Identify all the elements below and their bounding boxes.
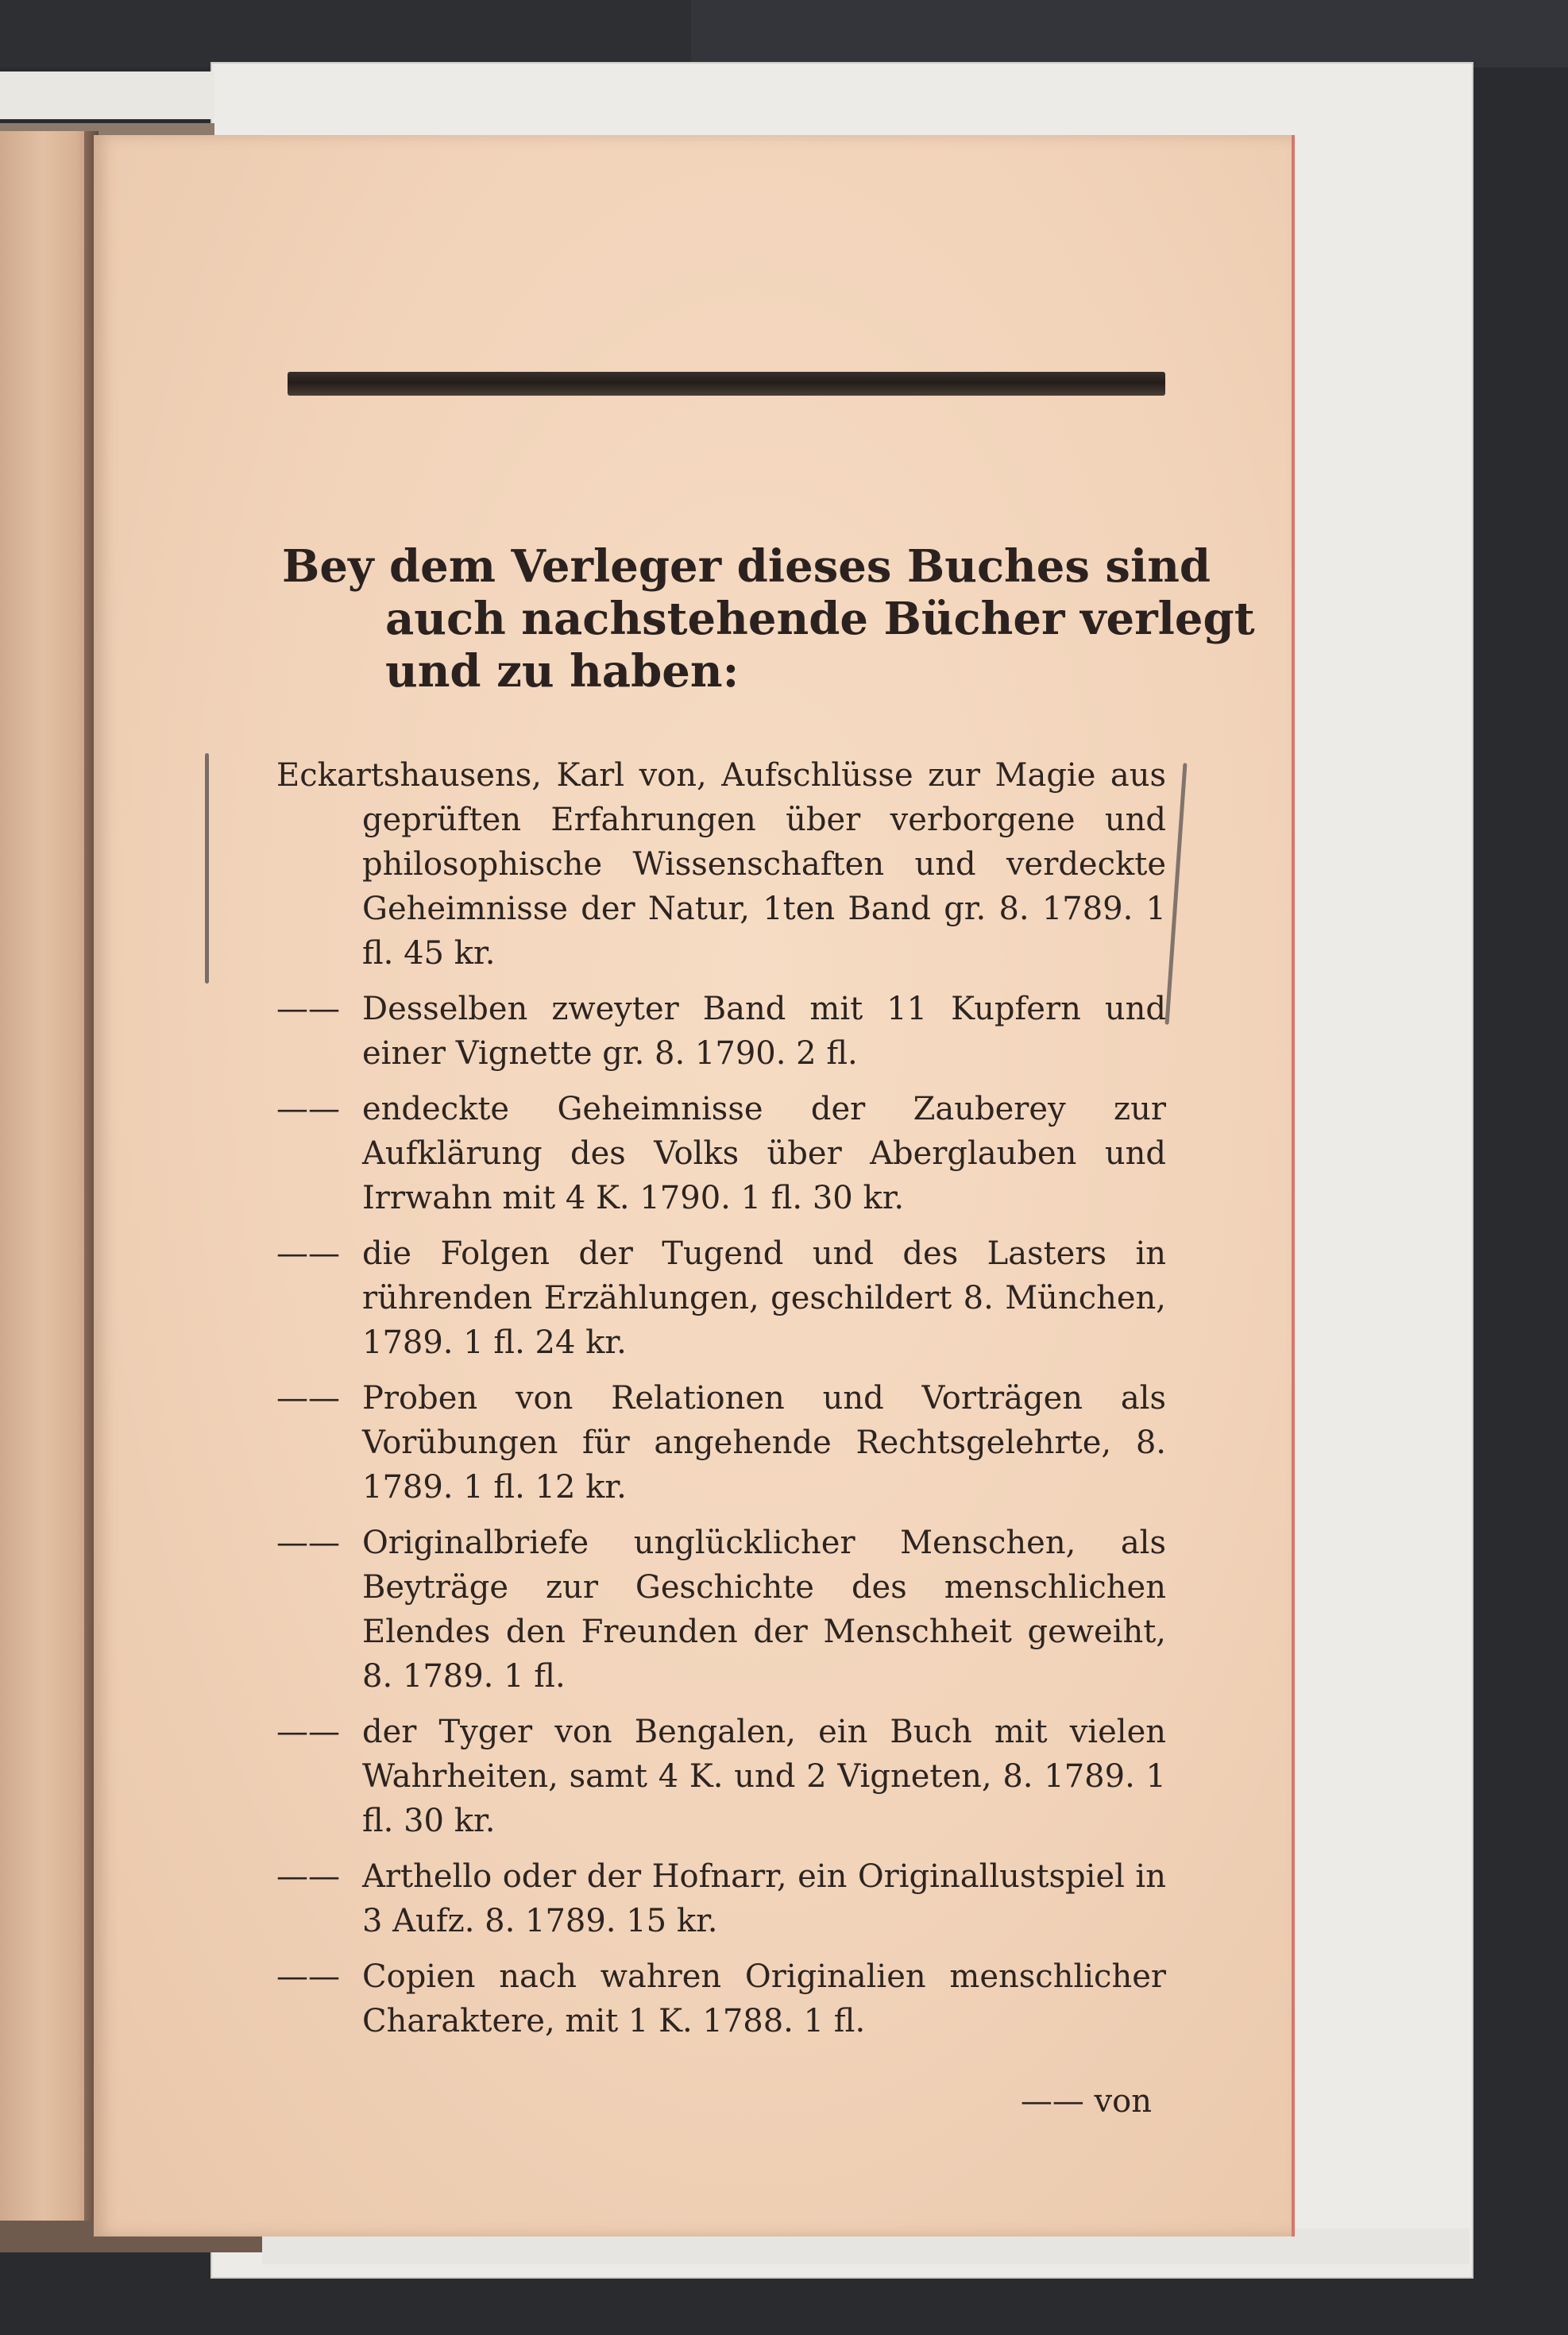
book-entry xyxy=(276,1854,1166,1943)
entry-dash: —— xyxy=(276,1858,340,1895)
entry-dash: —— xyxy=(276,1091,340,1127)
pencil-margin-mark-left xyxy=(205,753,209,984)
entry-text: Copien nach wahren Originalien menschlicher Charaktere, mit 1 K. 1788. 1 fl. xyxy=(362,1958,1166,2039)
entry-text: Desselben zweyter Band mit 11 Kupfern und einer Vignette gr. 8. 1790. 2 fl. xyxy=(362,991,1166,1072)
entry-dash: —— xyxy=(276,1525,340,1561)
entry-text: die Folgen der Tugend und des Lasters in rührenden Erzählungen, geschildert 8. München, 1789. 1 fl. 24 kr. xyxy=(362,1235,1166,1361)
entry-text: Eckartshausens, Karl von, Aufschlüsse zur Magie aus geprüften Erfahrungen über verborgene und philosophische Wissenschaften und verdeckte Geheimnisse der Natur, 1ten Band gr. 8. 1789. 1 fl. 45 kr. xyxy=(276,757,1166,972)
entry-dash: —— xyxy=(276,991,340,1027)
entry-dash: —— xyxy=(276,1235,340,1272)
page-heading: Bey dem Verleger dieses Buches sind auch nachstehende Bücher verlegt und zu haben: xyxy=(282,540,1255,698)
background-top-right xyxy=(691,0,1568,68)
background-top xyxy=(0,0,1568,68)
entry-text: der Tyger von Bengalen, ein Buch mit vielen Wahrheiten, samt 4 K. und 2 Vigneten, 8. 1789. 1 fl. 30 kr. xyxy=(362,1714,1166,1839)
book-entry xyxy=(276,1231,1166,1365)
entry-dash: —— xyxy=(276,1380,340,1417)
book-entry xyxy=(276,1521,1166,1699)
book-entry xyxy=(276,1954,1166,2043)
book-entry xyxy=(276,987,1166,1076)
decorative-rule xyxy=(288,372,1165,396)
entry-dash: —— xyxy=(276,1958,340,1995)
entry-text: endeckte Geheimnisse der Zauberey zur Aufklärung des Volks über Aberglauben und Irrwahn mit 4 K. 1790. 1 fl. 30 kr. xyxy=(362,1091,1166,1216)
catchword: —— von xyxy=(1020,2083,1152,2120)
entry-dash: —— xyxy=(276,1714,340,1750)
book-entry xyxy=(276,753,1166,976)
entry-text: Proben von Relationen und Vorträgen als Vorübungen für angehende Rechtsgelehrte, 8. 1789. 1 fl. 12 kr. xyxy=(362,1380,1166,1506)
book-entry xyxy=(276,1376,1166,1510)
wrapper-strip xyxy=(0,72,214,119)
left-page-edge xyxy=(0,131,95,2233)
book-entry xyxy=(276,1087,1166,1220)
book-entry xyxy=(276,1710,1166,1843)
book-list xyxy=(276,753,1166,2055)
entry-text: Arthello oder der Hofnarr, ein Originallustspiel in 3 Aufz. 8. 1789. 15 kr. xyxy=(362,1858,1166,1939)
entry-text: Originalbriefe unglücklicher Menschen, als Beyträge zur Geschichte des menschlichen Elendes den Freunden der Menschheit geweiht, 8. 1789. 1 fl. xyxy=(362,1525,1166,1695)
